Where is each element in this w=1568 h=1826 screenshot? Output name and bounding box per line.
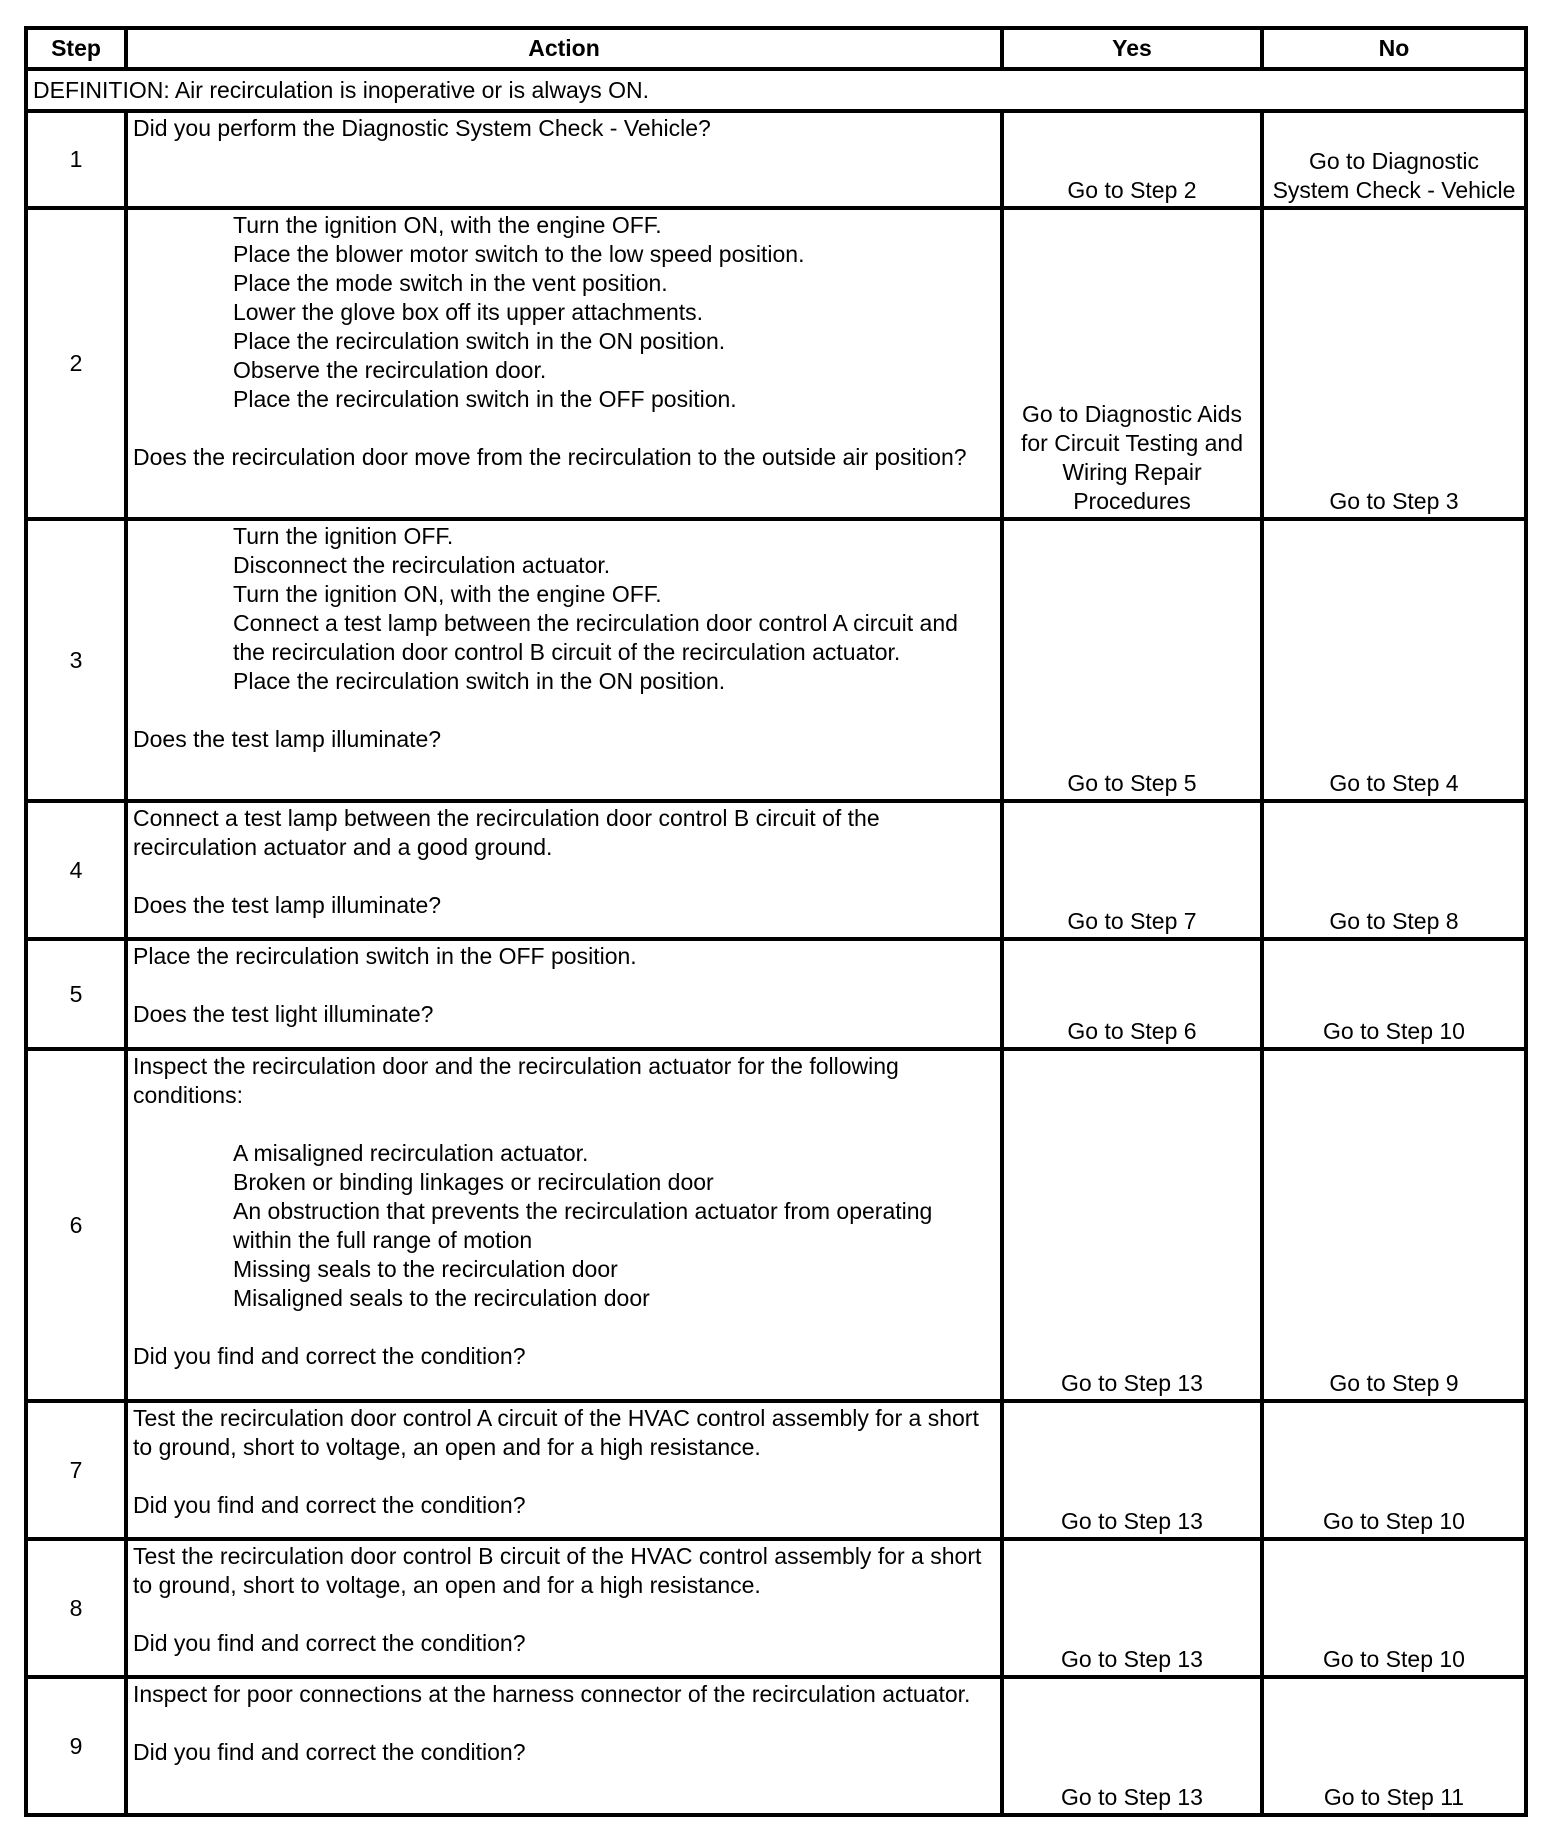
- list-item: A misaligned recirculation actuator.: [233, 1140, 589, 1166]
- step-question: Did you perform the Diagnostic System Check - Vehicle?: [133, 115, 711, 141]
- step-question: Does the test lamp illuminate?: [133, 892, 442, 918]
- header-yes: Yes: [1002, 28, 1262, 69]
- step-action: [126, 1401, 1002, 1539]
- no-result: Go to Step 8: [1262, 801, 1526, 939]
- substep-list: [133, 211, 995, 414]
- list-item: Turn the ignition OFF.: [233, 523, 454, 549]
- step-question: Does the recirculation door move from the recirculation to the outside air position?: [133, 444, 967, 470]
- table-row: [26, 939, 1526, 1049]
- no-result: Go to Step 4: [1262, 519, 1526, 801]
- step-number: 3: [26, 519, 126, 801]
- list-item: Observe the recirculation door.: [233, 357, 547, 383]
- step-instruction: Place the recirculation switch in the OFF position.: [133, 943, 637, 969]
- table-row: [26, 1677, 1526, 1815]
- no-result: Go to Step 3: [1262, 208, 1526, 519]
- diagnostic-table: [24, 26, 1528, 1817]
- yes-result: Go to Step 2: [1002, 111, 1262, 208]
- yes-result: Go to Step 13: [1002, 1401, 1262, 1539]
- definition-row: [26, 69, 1526, 111]
- step-number: 8: [26, 1539, 126, 1677]
- step-action: [126, 208, 1002, 519]
- yes-result: Go to Diagnostic Aids for Circuit Testing and Wiring Repair Procedures: [1002, 208, 1262, 519]
- step-question: Does the test light illuminate?: [133, 1001, 434, 1027]
- step-number: 2: [26, 208, 126, 519]
- yes-result: Go to Step 5: [1002, 519, 1262, 801]
- list-item: Missing seals to the recirculation door: [233, 1256, 618, 1282]
- step-action: [126, 801, 1002, 939]
- step-question: Did you find and correct the condition?: [133, 1492, 526, 1518]
- yes-result: Go to Step 6: [1002, 939, 1262, 1049]
- list-item: Place the mode switch in the vent position.: [233, 270, 668, 296]
- step-number: 7: [26, 1401, 126, 1539]
- table-row: [26, 801, 1526, 939]
- list-item: Place the recirculation switch in the OFF position.: [233, 386, 737, 412]
- no-result: Go to Step 10: [1262, 1401, 1526, 1539]
- table-row: [26, 208, 1526, 519]
- table-row: [26, 1539, 1526, 1677]
- no-result: Go to Diagnostic System Check - Vehicle: [1262, 111, 1526, 208]
- list-item: Place the recirculation switch in the ON position.: [233, 668, 726, 694]
- step-number: 1: [26, 111, 126, 208]
- table-row: [26, 519, 1526, 801]
- list-item: Broken or binding linkages or recirculation door: [233, 1169, 714, 1195]
- no-result: Go to Step 9: [1262, 1049, 1526, 1401]
- step-number: 4: [26, 801, 126, 939]
- table-row: [26, 1049, 1526, 1401]
- substep-list: [133, 1139, 995, 1313]
- step-action: [126, 939, 1002, 1049]
- step-number: 9: [26, 1677, 126, 1815]
- step-action: [126, 1539, 1002, 1677]
- table-row: [26, 111, 1526, 208]
- step-instruction: Connect a test lamp between the recirculation door control B circuit of the recirculation actuator and a good ground.: [133, 805, 880, 860]
- yes-result: Go to Step 13: [1002, 1049, 1262, 1401]
- step-number: 5: [26, 939, 126, 1049]
- list-item: Turn the ignition ON, with the engine OFF.: [233, 581, 662, 607]
- list-item: Turn the ignition ON, with the engine OFF.: [233, 212, 662, 238]
- step-instruction: Inspect for poor connections at the harness connector of the recirculation actuator.: [133, 1681, 971, 1707]
- list-item: Misaligned seals to the recirculation door: [233, 1285, 650, 1311]
- step-action: [126, 519, 1002, 801]
- step-action: [126, 1677, 1002, 1815]
- step-instruction: Inspect the recirculation door and the recirculation actuator for the following conditions:: [133, 1053, 899, 1108]
- step-question: Did you find and correct the condition?: [133, 1630, 526, 1656]
- step-action: [126, 1049, 1002, 1401]
- yes-result: Go to Step 7: [1002, 801, 1262, 939]
- substep-list: [133, 522, 995, 696]
- header-row: [26, 28, 1526, 69]
- yes-result: Go to Step 13: [1002, 1539, 1262, 1677]
- step-instruction: Test the recirculation door control A circuit of the HVAC control assembly for a short to ground, short to voltage, an open and for a high resistance.: [133, 1405, 979, 1460]
- header-no: No: [1262, 28, 1526, 69]
- definition-text: DEFINITION: Air recirculation is inoperative or is always ON.: [26, 69, 1526, 111]
- list-item: Connect a test lamp between the recirculation door control A circuit and the recirculation door control B circuit of the recirculation actuator.: [233, 610, 958, 665]
- table-row: [26, 1401, 1526, 1539]
- no-result: Go to Step 11: [1262, 1677, 1526, 1815]
- list-item: An obstruction that prevents the recirculation actuator from operating within the full range of motion: [233, 1198, 933, 1253]
- no-result: Go to Step 10: [1262, 1539, 1526, 1677]
- header-action: Action: [126, 28, 1002, 69]
- step-question: Did you find and correct the condition?: [133, 1343, 526, 1369]
- list-item: Place the recirculation switch in the ON position.: [233, 328, 726, 354]
- list-item: Place the blower motor switch to the low speed position.: [233, 241, 805, 267]
- no-result: Go to Step 10: [1262, 939, 1526, 1049]
- step-action: [126, 111, 1002, 208]
- step-number: 6: [26, 1049, 126, 1401]
- yes-result: Go to Step 13: [1002, 1677, 1262, 1815]
- step-question: Did you find and correct the condition?: [133, 1739, 526, 1765]
- list-item: Disconnect the recirculation actuator.: [233, 552, 611, 578]
- step-instruction: Test the recirculation door control B circuit of the HVAC control assembly for a short to ground, short to voltage, an open and for a high resistance.: [133, 1543, 982, 1598]
- header-step: Step: [26, 28, 126, 69]
- step-question: Does the test lamp illuminate?: [133, 726, 442, 752]
- list-item: Lower the glove box off its upper attachments.: [233, 299, 704, 325]
